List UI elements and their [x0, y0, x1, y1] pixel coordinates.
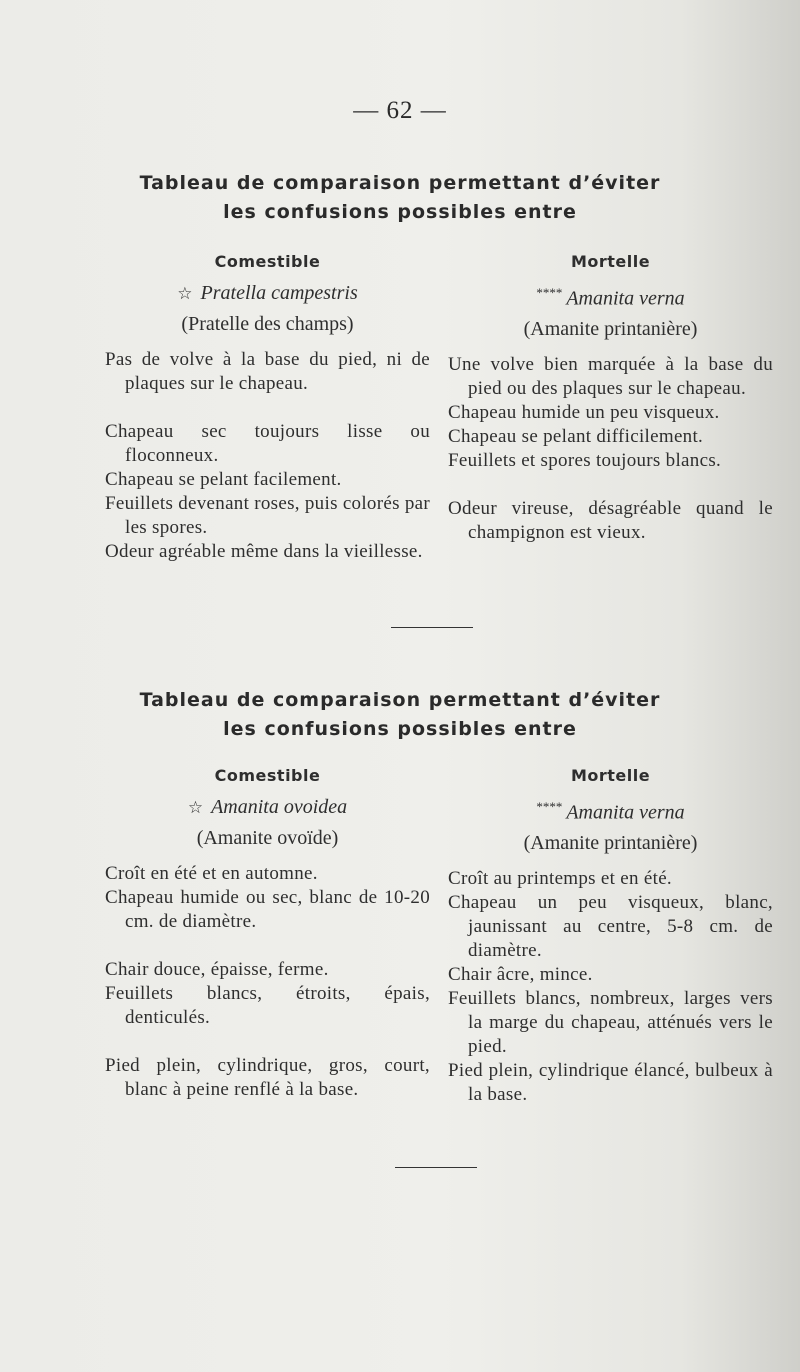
heading-line-2: les confusions possibles entre [223, 718, 577, 740]
column-header-deadly: Mortelle [570, 766, 651, 785]
list-item: Chair douce, épaisse, ferme. [105, 959, 329, 980]
list-item: Pied plein, cylindrique, gros, court, blanc à peine renflé à la base. [105, 1055, 430, 1100]
list-item: Chapeau sec toujours lisse ou floconneux. [105, 421, 430, 466]
list-item: Feuillets blancs, étroits, épais, denticulés. [105, 983, 430, 1028]
edible-column-2 [105, 764, 430, 1102]
list-item: Chapeau se pelant facilement. [105, 469, 342, 490]
section-divider [395, 1167, 477, 1168]
species-name [105, 281, 430, 306]
comparison-table-2 [0, 686, 800, 744]
list-item: Pied plein, cylindrique élancé, bulbeux à la base. [448, 1059, 773, 1105]
species-name [448, 281, 773, 311]
list-item: Chair âcre, mince. [448, 963, 593, 985]
column-header-edible: Comestible [214, 766, 321, 785]
heading-line-1: Tableau de comparaison permettant d’éviter [139, 172, 661, 194]
section-divider [391, 627, 473, 628]
characteristics-list [448, 353, 773, 545]
list-item: Feuillets devenant roses, puis colorés par les spores. [105, 493, 430, 538]
deadly-column-1 [448, 250, 773, 545]
toxicity-mark: **** [536, 799, 563, 814]
list-item: Odeur vireuse, désagréable quand le champignon est vieux. [448, 497, 773, 543]
characteristics-list [105, 862, 430, 1102]
column-header-edible: Comestible [214, 252, 321, 271]
vernacular-name: (Amanite ovoïde) [196, 827, 339, 849]
toxicity-mark: **** [536, 285, 563, 300]
characteristics-list [105, 348, 430, 564]
star-icon: ☆ [187, 798, 204, 817]
heading-line-1: Tableau de comparaison permettant d’éviter [139, 689, 661, 711]
list-item: Chapeau un peu visqueux, blanc, jaunissant au centre, 5-8 cm. de diamètre. [448, 891, 773, 961]
list-item: Odeur agréable même dans la vieillesse. [105, 541, 423, 562]
species-name [105, 795, 430, 820]
edible-column-1 [105, 250, 430, 564]
list-item: Une volve bien marquée à la base du pied ou des plaques sur le chapeau. [448, 353, 773, 399]
star-icon: ☆ [177, 284, 193, 303]
list-item: Pas de volve à la base du pied, ni de plaques sur le chapeau. [105, 349, 430, 394]
species-latin: Amanita ovoidea [211, 796, 348, 818]
species-name [448, 795, 773, 825]
table-heading [0, 169, 800, 227]
list-item: Croît en été et en automne. [105, 863, 318, 884]
vernacular-name: (Pratelle des champs) [181, 313, 354, 335]
page-number: — 62 — [353, 97, 447, 124]
list-item: Chapeau humide ou sec, blanc de 10-20 cm. de diamètre. [105, 887, 430, 932]
list-item: Feuillets blancs, nombreux, larges vers la marge du chapeau, atténués vers le pied. [448, 987, 773, 1057]
heading-line-2: les confusions possibles entre [223, 201, 577, 223]
list-item: Feuillets et spores toujours blancs. [448, 449, 722, 471]
species-latin: Amanita verna [566, 287, 685, 310]
comparison-table-1 [0, 169, 800, 227]
deadly-column-2 [448, 764, 773, 1107]
table-heading [0, 686, 800, 744]
list-item: Chapeau se pelant difficilement. [448, 425, 704, 447]
column-header-deadly: Mortelle [570, 252, 651, 271]
species-latin: Pratella campestris [200, 282, 358, 304]
species-latin: Amanita verna [566, 801, 685, 824]
characteristics-list [448, 867, 773, 1107]
vernacular-name: (Amanite printanière) [523, 831, 698, 854]
list-item: Croît au printemps et en été. [448, 867, 672, 889]
list-item: Chapeau humide un peu visqueux. [448, 401, 720, 423]
vernacular-name: (Amanite printanière) [523, 317, 698, 340]
